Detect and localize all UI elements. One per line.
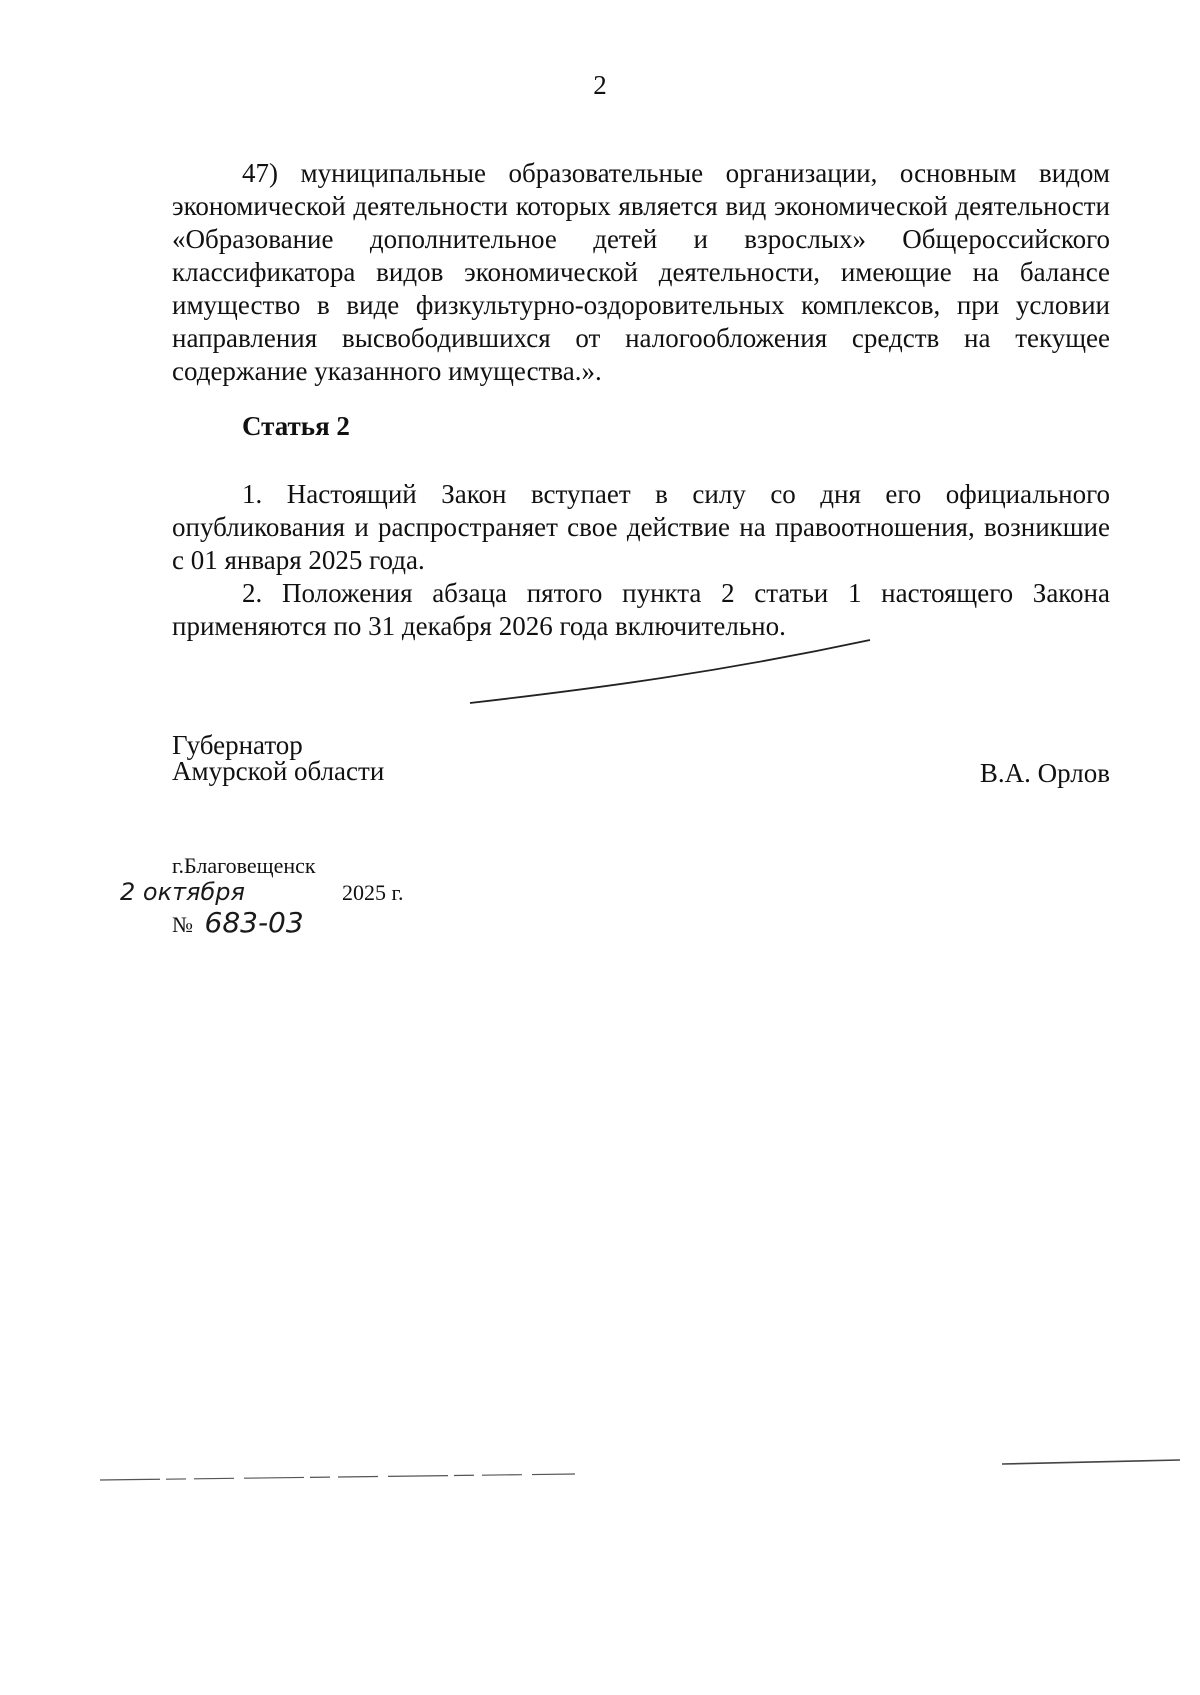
article-2-point-2-text: 2. Положения абзаца пятого пункта 2 статьи 1 настоящего Закона применяются по 31 декабря 2026 года включительно. [172, 578, 1110, 641]
number-prefix: № [172, 912, 193, 937]
scan-artifact-line [100, 1474, 575, 1480]
item-47-text: 47) муниципальные образовательные организации, основным видом экономической деятельности которых является вид экономической деятельности «Образование дополнительное детей и взрослых» Общероссийского классификатора видов экономической деятельности, имеющие на балансе имущество в виде физкультурно-оздоровительных комплексов, при условии направления высвободившихся от налогообложения средств на текущее содержание указанного имущества.». [172, 158, 1110, 386]
page-number: 2 [593, 70, 607, 100]
number-handwritten: 683-03 [204, 906, 304, 939]
place: г.Благовещенск [172, 853, 316, 878]
date-year: 2025 г. [342, 880, 404, 905]
signatory-title-line2: Амурской области [172, 756, 385, 786]
signatory-title-line1: Губернатор [172, 730, 303, 760]
date-handwritten: 2 октября [120, 878, 245, 906]
signatory-name: В.А. Орлов [979, 758, 1110, 788]
article-2-point-1-text: 1. Настоящий Закон вступает в силу со дня его официального опубликования и распространяет свое действие на правоотношения, возникшие с 01 января 2025 года. [172, 479, 1110, 575]
signature-line [470, 640, 870, 703]
scan-artifact-line [1002, 1460, 1180, 1464]
article-heading: Статья 2 [242, 411, 350, 441]
